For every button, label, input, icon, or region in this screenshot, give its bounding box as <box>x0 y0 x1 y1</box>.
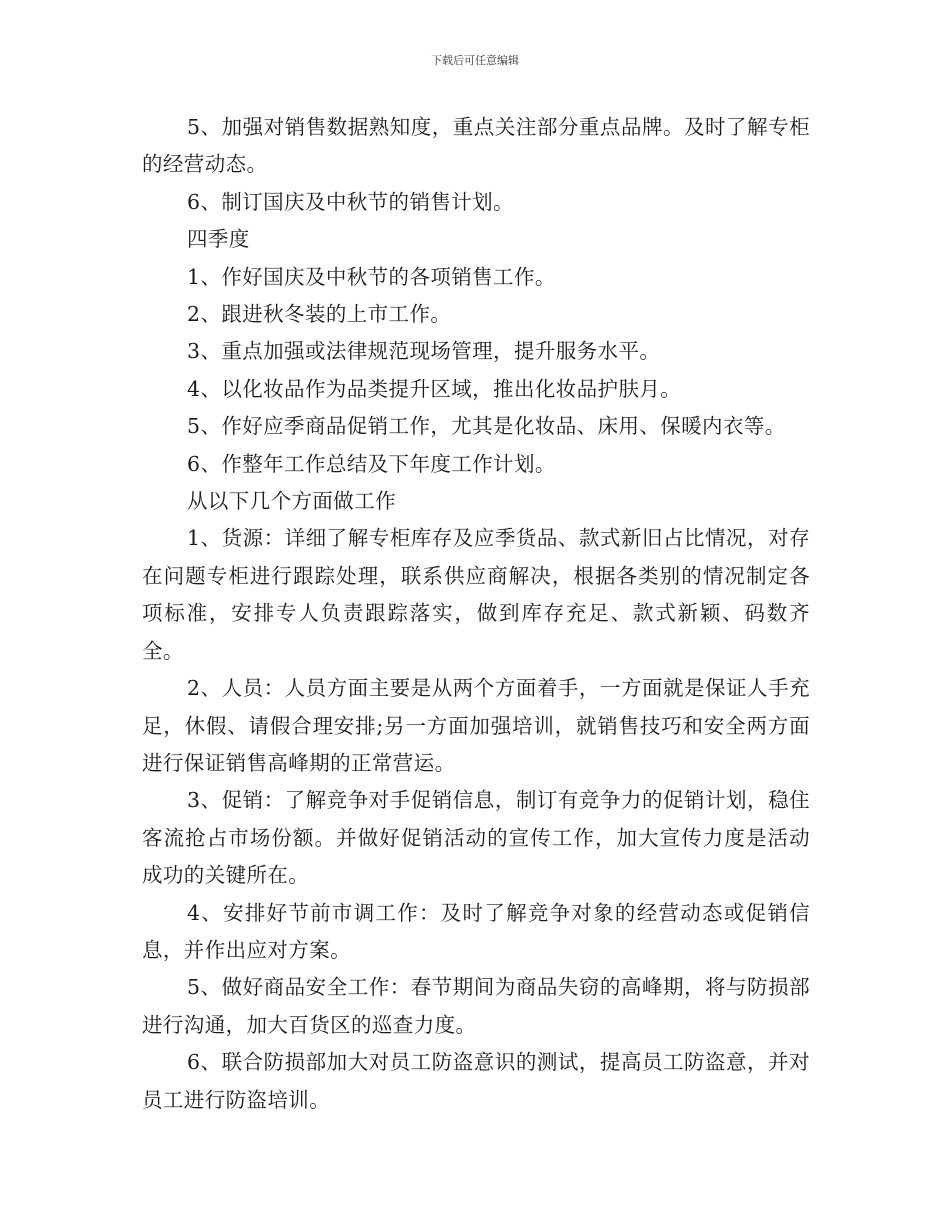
paragraph: 5、做好商品安全工作：春节期间为商品失窃的高峰期，将与防损部进行沟通，加大百货区的巡查力度。 <box>142 975 810 1037</box>
paragraph: 1、货源：详细了解专柜库存及应季货品、款式新旧占比情况，对存在问题专柜进行跟踪处理，联系供应商解决，根据各类别的情况制定各项标准，安排专人负责跟踪落实，做到库存充足、款式新颖、码数齐全。 <box>142 526 810 663</box>
section-heading: 四季度 <box>187 227 250 252</box>
paragraph: 6、联合防损部加大对员工防盗意识的测试，提高员工防盗意，并对员工进行防盗培训。 <box>142 1050 810 1112</box>
paragraph: 6、制订国庆及中秋节的销售计划。 <box>187 189 514 214</box>
paragraph: 3、促销：了解竞争对手促销信息，制订有竞争力的促销计划，稳住客流抢占市场份额。并做好促销活动的宣传工作，加大宣传力度是活动成功的关键所在。 <box>142 788 810 888</box>
paragraph: 5、作好应季商品促销工作，尤其是化妆品、床用、保暖内衣等。 <box>187 414 786 439</box>
paragraph: 3、重点加强或法律规范现场管理，提升服务水平。 <box>187 339 661 364</box>
document-body <box>142 109 810 1119</box>
paragraph: 6、作整年工作总结及下年度工作计划。 <box>187 451 556 476</box>
paragraph: 4、安排好节前市调工作：及时了解竞争对象的经营动态或促销信息，并作出应对方案。 <box>142 900 810 962</box>
paragraph: 1、作好国庆及中秋节的各项销售工作。 <box>187 264 556 289</box>
paragraph: 4、以化妆品作为品类提升区域，推出化妆品护肤月。 <box>187 376 682 401</box>
page-header: 下载后可任意编辑 <box>431 54 519 67</box>
paragraph: 2、人员：人员方面主要是从两个方面着手，一方面就是保证人手充足，休假、请假合理安排;另一方面加强培训，就销售技巧和安全两方面进行保证销售高峰期的正常营运。 <box>142 676 810 775</box>
section-heading: 从以下几个方面做工作 <box>187 489 396 514</box>
paragraph: 5、加强对销售数据熟知度，重点关注部分重点品牌。及时了解专柜的经营动态。 <box>142 115 810 177</box>
paragraph: 2、跟进秋冬装的上市工作。 <box>187 302 452 327</box>
